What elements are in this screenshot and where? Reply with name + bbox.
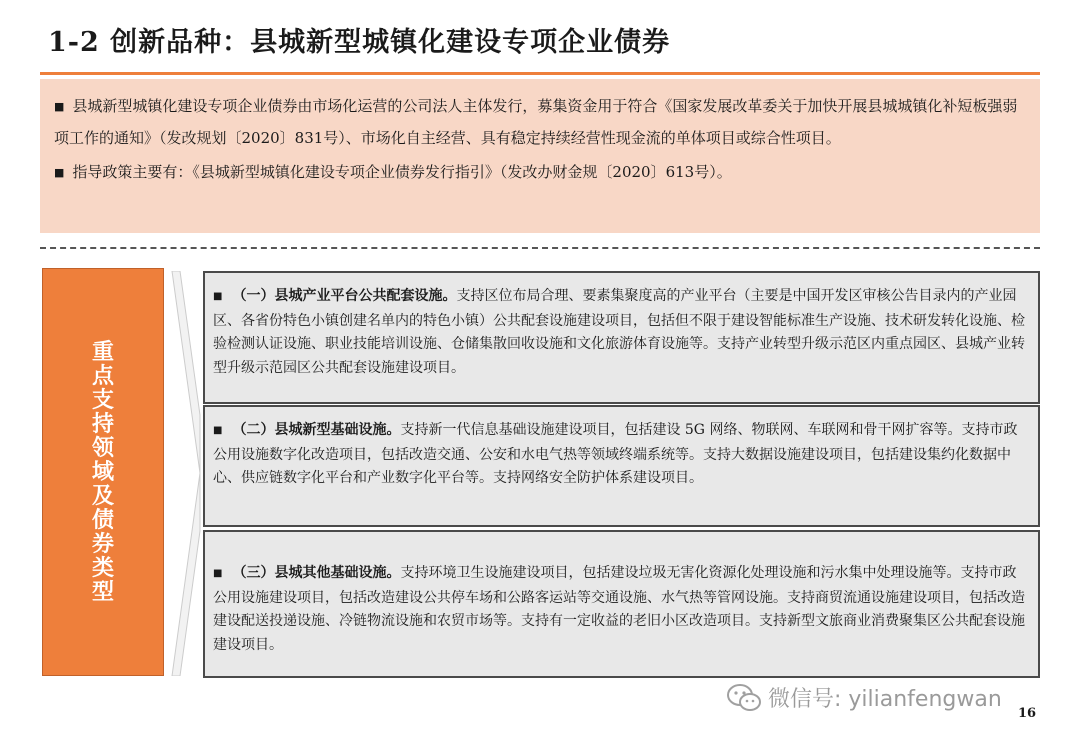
wechat-watermark — [726, 682, 1002, 713]
sidebar-label: 重点支持领域及债券类型 — [91, 339, 114, 605]
support-item-1 — [203, 271, 1040, 404]
support-item-2 — [203, 405, 1040, 527]
item-body: 支持新一代信息基础设施建设项目，包括建设 5G 网络、物联网、车联网和骨干网扩容等。支持市政公用设施数字化改造项目，包括改造交通、公安和水电气热等领域终端系统等。支持大数据设施建设项目，包括建设集约化数据中心、供应链数字化平台和产业数字化平台等。支持网络安全防护体系建设项目。 — [213, 422, 1018, 486]
intro-text-2: 指导政策主要有：《县城新型城镇化建设专项企业债券发行指引》（发改办财金规〔2020〕613号）。 — [72, 163, 732, 181]
chevron-right-icon — [170, 271, 202, 676]
intro-panel — [40, 79, 1040, 233]
bullet-icon: ■ — [213, 425, 223, 436]
item-body: 支持区位布局合理、要素集聚度高的产业平台（主要是中国开发区审核公告目录内的产业园区、各省份特色小镇创建名单内的特色小镇）公共配套设施建设项目，包括但不限于建设智能标准生产设施、技术研发转化设施、检验检测认证设施、职业技能培训设施、仓储集散回收设施和文化旅游体育设施等。支持产业转型升级示范区内重点园区、县城产业转型升级示范园区公共配套设施建设项目。 — [213, 288, 1025, 376]
item-heading: （三）县城其他基础设施。 — [232, 565, 401, 581]
bullet-icon: ■ — [54, 166, 65, 179]
intro-text-1: 县城新型城镇化建设专项企业债券由市场化运营的公司法人主体发行，募集资金用于符合《国家发展改革委关于加快开展县城城镇化补短板强弱项工作的通知》（发改规划〔2020〕831号）、市场化自主经营、具有稳定持续经营性现金流的单体项目或综合性项目。 — [54, 97, 1018, 147]
watermark-text: 微信号: yilianfengwan — [768, 687, 1002, 712]
title-underline — [40, 72, 1040, 75]
item-heading: （二）县城新型基础设施。 — [232, 422, 401, 438]
sidebar-label-box — [42, 268, 164, 676]
item-heading: （一）县城产业平台公共配套设施。 — [232, 288, 457, 304]
bullet-icon: ■ — [213, 568, 223, 579]
dashed-divider — [40, 247, 1040, 249]
support-item-3 — [203, 530, 1040, 678]
intro-paragraph-2 — [54, 157, 1030, 189]
bullet-icon: ■ — [213, 291, 223, 302]
page-title: 1-2 创新品种：县城新型城镇化建设专项企业债券 — [48, 27, 671, 58]
item-body: 支持环境卫生设施建设项目，包括建设垃圾无害化资源化处理设施和污水集中处理设施等。支持市政公用设施建设项目，包括改造建设公共停车场和公路客运站等交通设施、水气热等管网设施。支持商贸流通设施建设项目，包括改造建设配送投递设施、冷链物流设施和农贸市场等。支持有一定收益的老旧小区改造项目。支持新型文旅商业消费聚集区公共配套设施建设项目。 — [213, 565, 1025, 653]
wechat-icon — [726, 683, 762, 713]
page-number: 16 — [1018, 706, 1037, 721]
intro-paragraph-1 — [54, 91, 1030, 153]
bullet-icon: ■ — [54, 100, 65, 113]
